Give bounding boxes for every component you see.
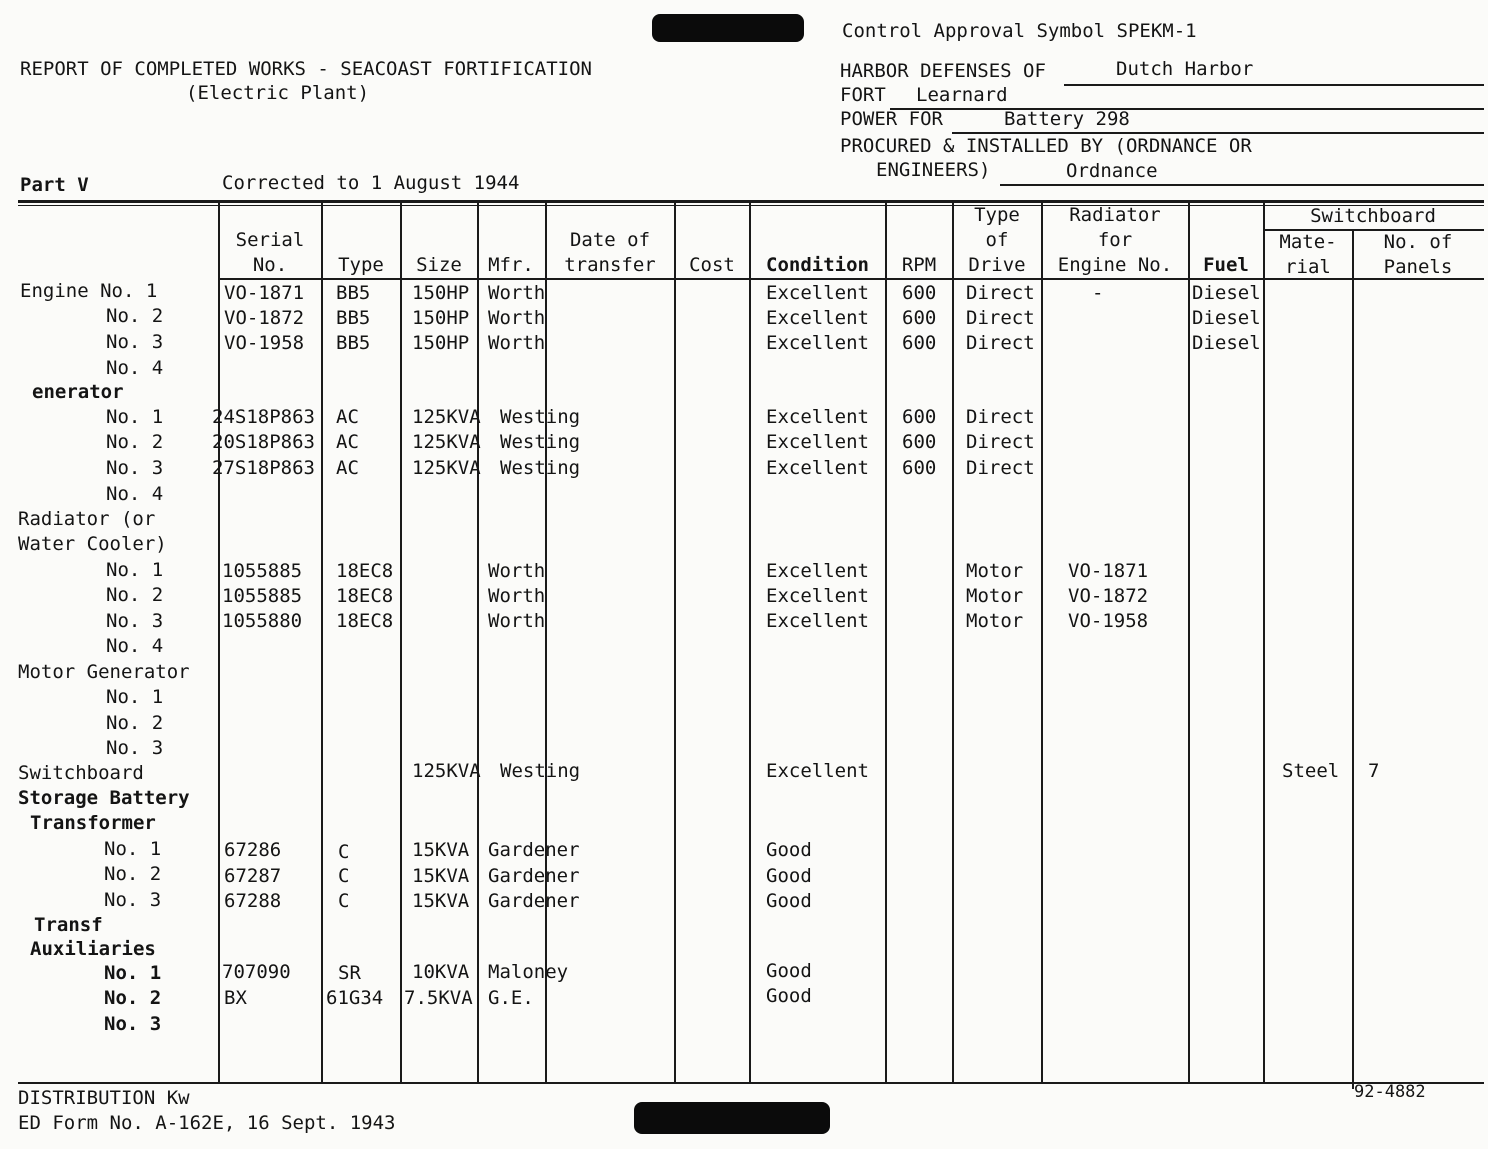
redaction-mark-top [652, 14, 804, 42]
col-rule [477, 203, 479, 1083]
cell-panels: 7 [1368, 760, 1380, 782]
cell-condition: Excellent [766, 760, 869, 782]
row-label: No. 2 [106, 431, 164, 453]
col-header-switchboard: Switchboard [1310, 205, 1436, 227]
harbor-label: HARBOR DEFENSES OF [840, 60, 1046, 82]
col-header-mfr: Mfr. [488, 254, 534, 276]
cell-type: C [338, 865, 350, 887]
cell-type: BB5 [336, 332, 371, 354]
cell-condition: Excellent [766, 431, 869, 453]
cell-fuel: Diesel [1192, 282, 1261, 304]
cell-mfr: Worth [488, 610, 546, 632]
row-label: No. 2 [104, 863, 162, 885]
col-rule [1263, 203, 1265, 1083]
cell-mfr: Gardener [488, 865, 580, 887]
part-label: Part V [20, 174, 89, 196]
col-rule [952, 203, 954, 1083]
procured-label-2: ENGINEERS) [876, 159, 991, 181]
cell-radiator: VO-1958 [1068, 610, 1149, 632]
row-label: No. 2 [106, 712, 164, 734]
col-rule [545, 203, 547, 1083]
procured-label-1: PROCURED & INSTALLED BY (ORDNANCE OR [840, 135, 1252, 157]
cell-condition: Good [766, 985, 812, 1007]
cell-fuel: Diesel [1192, 307, 1261, 329]
row-label: No. 3 [106, 737, 164, 759]
cell-type: 18EC8 [336, 560, 394, 582]
row-label: No. 3 [104, 1013, 162, 1035]
cell-mfr: Gardener [488, 839, 580, 861]
row-label: No. 4 [106, 483, 164, 505]
col-header-material: Mate- rial [1279, 231, 1337, 278]
cell-type: C [338, 890, 350, 912]
form-number: ED Form No. A-162E, 16 Sept. 1943 [18, 1112, 396, 1134]
row-label: No. 4 [106, 357, 164, 379]
control-symbol: Control Approval Symbol SPEKM-1 [842, 20, 1197, 42]
cell-serial: 1055880 [222, 610, 303, 632]
col-rule [1352, 229, 1354, 1089]
cell-condition: Good [766, 890, 812, 912]
col-header-drive: Type of Drive [968, 204, 1026, 276]
fort-label: FORT [840, 84, 886, 106]
cell-size: 7.5KVA [404, 987, 473, 1009]
cell-serial: 67286 [224, 839, 282, 861]
col-header-date: Date of transfer [564, 229, 656, 276]
row-label: No. 2 [104, 987, 162, 1009]
col-rule [1041, 203, 1043, 1083]
cell-size: 150HP [412, 282, 470, 304]
cell-mfr: G.E. [488, 987, 534, 1009]
row-label: Radiator (or [18, 508, 156, 530]
col-rule [321, 203, 323, 1083]
cell-size: 15KVA [412, 865, 470, 887]
cell-condition: Excellent [766, 610, 869, 632]
cell-type: 61G34 [326, 987, 384, 1009]
row-label: No. 1 [104, 962, 162, 984]
row-label: Storage Battery [18, 787, 190, 809]
cell-type: AC [336, 431, 359, 453]
cell-mfr: Worth [488, 307, 546, 329]
row-label: No. 1 [106, 559, 164, 581]
col-rule [674, 203, 676, 1083]
cell-mfr: Westing [500, 457, 581, 479]
cell-condition: Excellent [766, 560, 869, 582]
row-label: Motor Generator [18, 661, 190, 683]
cell-size: 150HP [412, 307, 470, 329]
cell-condition: Good [766, 960, 812, 982]
row-label: Engine No. 1 [20, 280, 158, 302]
power-value: Battery 298 [1004, 108, 1130, 130]
cell-serial: VO-1958 [224, 332, 305, 354]
col-rule [1188, 203, 1190, 1083]
cell-serial: BX [224, 987, 247, 1009]
cell-mfr: Maloney [488, 961, 569, 983]
col-header-radiator: Radiator for Engine No. [1057, 204, 1173, 276]
redaction-mark-bottom [634, 1102, 830, 1134]
col-header-serial: Serial No. [235, 229, 305, 276]
col-header-rpm: RPM [901, 254, 937, 276]
cell-rpm: 600 [902, 431, 937, 453]
cell-condition: Excellent [766, 457, 869, 479]
cell-condition: Excellent [766, 282, 869, 304]
cell-drive: Direct [966, 332, 1035, 354]
cell-serial: 1055885 [222, 585, 303, 607]
row-label: Transformer [30, 812, 156, 834]
cell-type: 18EC8 [336, 610, 394, 632]
row-label: No. 3 [106, 457, 164, 479]
cell-drive: Direct [966, 406, 1035, 428]
cell-mfr: Worth [488, 585, 546, 607]
cell-condition: Excellent [766, 307, 869, 329]
cell-serial: VO-1871 [224, 282, 305, 304]
row-label: No. 3 [104, 889, 162, 911]
cell-size: 10KVA [412, 961, 470, 983]
row-label: enerator [32, 381, 124, 403]
cell-drive: Direct [966, 431, 1035, 453]
col-header-fuel: Fuel [1203, 254, 1249, 276]
row-label: No. 2 [106, 584, 164, 606]
report-subtitle: (Electric Plant) [186, 82, 370, 104]
row-label: No. 1 [106, 686, 164, 708]
row-label: Transf [34, 914, 103, 936]
row-label: No. 1 [104, 838, 162, 860]
cell-condition: Good [766, 839, 812, 861]
cell-condition: Excellent [766, 585, 869, 607]
cell-serial: VO-1872 [224, 307, 305, 329]
corrected-date: Corrected to 1 August 1944 [222, 172, 520, 194]
cell-size: 125KVA [412, 431, 481, 453]
row-label: No. 1 [106, 406, 164, 428]
cell-size: 150HP [412, 332, 470, 354]
cell-size: 125KVA [412, 406, 481, 428]
cell-drive: Direct [966, 307, 1035, 329]
power-label: POWER FOR [840, 108, 943, 130]
cell-serial: 707090 [222, 961, 291, 983]
distribution-line: DISTRIBUTION Kw [18, 1087, 190, 1109]
fort-underline [890, 108, 1484, 110]
cell-rpm: 600 [902, 457, 937, 479]
cell-mfr: Gardener [488, 890, 580, 912]
cell-radiator: VO-1872 [1068, 585, 1149, 607]
cell-type: SR [338, 962, 361, 984]
row-label: No. 4 [106, 635, 164, 657]
procured-value: Ordnance [1066, 160, 1158, 182]
power-underline [952, 132, 1484, 134]
cell-drive: Direct [966, 457, 1035, 479]
row-label: No. 2 [106, 305, 164, 327]
row-label: Auxiliaries [30, 938, 156, 960]
cell-drive: Motor [966, 560, 1024, 582]
cell-fuel: Diesel [1192, 332, 1261, 354]
cell-drive: Motor [966, 610, 1024, 632]
cell-serial: 67288 [224, 890, 282, 912]
cell-type: 18EC8 [336, 585, 394, 607]
cell-size: 15KVA [412, 839, 470, 861]
col-rule [885, 203, 887, 1083]
cell-size: 125KVA [412, 457, 481, 479]
cell-serial: 24S18P863 [212, 406, 315, 428]
col-header-condition: Condition [766, 254, 869, 276]
cell-serial: 20S18P863 [212, 431, 315, 453]
fort-value: Learnard [916, 84, 1008, 106]
cell-rpm: 600 [902, 282, 937, 304]
cell-mfr: Westing [500, 406, 581, 428]
col-header-panels: No. of Panels [1383, 231, 1453, 278]
cell-radiator: - [1092, 282, 1104, 304]
row-label: Water Cooler) [18, 533, 167, 555]
col-header-type: Type [338, 254, 384, 276]
cell-condition: Excellent [766, 406, 869, 428]
cell-mfr: Westing [500, 760, 581, 782]
col-rule [218, 203, 220, 1083]
cell-type: BB5 [336, 307, 371, 329]
cell-condition: Excellent [766, 332, 869, 354]
cell-serial: 27S18P863 [212, 457, 315, 479]
cell-rpm: 600 [902, 307, 937, 329]
row-label: Switchboard [18, 762, 144, 784]
cell-type: C [338, 841, 350, 863]
cell-type: BB5 [336, 282, 371, 304]
col-header-cost: Cost [689, 254, 735, 276]
cell-serial: 1055885 [222, 560, 303, 582]
row-label: No. 3 [106, 331, 164, 353]
cell-radiator: VO-1871 [1068, 560, 1149, 582]
cell-drive: Motor [966, 585, 1024, 607]
report-title: REPORT OF COMPLETED WORKS - SEACOAST FORTIFICATION [20, 58, 592, 80]
cell-rpm: 600 [902, 406, 937, 428]
cell-material: Steel [1282, 760, 1340, 782]
col-rule [400, 203, 402, 1083]
cell-mfr: Worth [488, 560, 546, 582]
cell-size: 15KVA [412, 890, 470, 912]
harbor-value: Dutch Harbor [1116, 58, 1254, 80]
cell-mfr: Westing [500, 431, 581, 453]
cell-type: AC [336, 406, 359, 428]
document-number: 92-4882 [1354, 1082, 1426, 1102]
col-rule [749, 203, 751, 1083]
cell-drive: Direct [966, 282, 1035, 304]
cell-mfr: Worth [488, 332, 546, 354]
col-header-size: Size [416, 254, 462, 276]
harbor-underline [1064, 84, 1484, 86]
cell-size: 125KVA [412, 760, 481, 782]
cell-condition: Good [766, 865, 812, 887]
cell-rpm: 600 [902, 332, 937, 354]
row-label: No. 3 [106, 610, 164, 632]
cell-type: AC [336, 457, 359, 479]
procured-underline [1000, 184, 1484, 186]
cell-serial: 67287 [224, 865, 282, 887]
cell-mfr: Worth [488, 282, 546, 304]
